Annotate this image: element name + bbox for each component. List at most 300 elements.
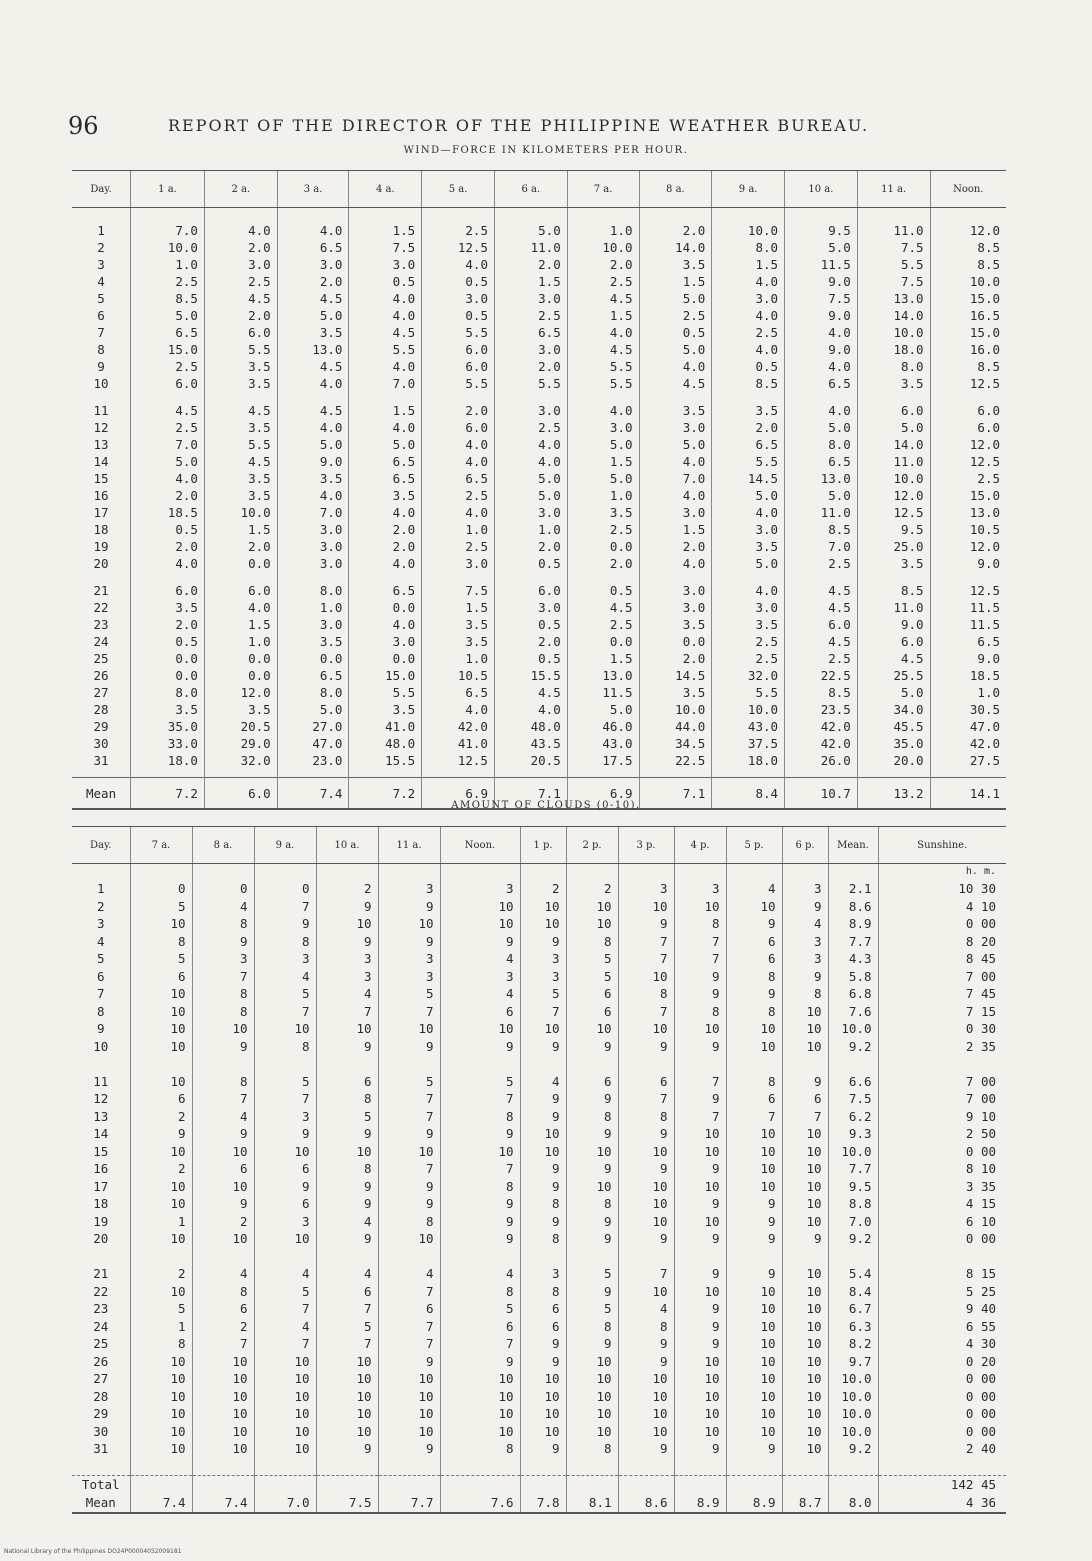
wind-value-cell: 5.5 <box>349 684 422 701</box>
wind-value-cell: 0.0 <box>131 667 205 684</box>
cloud-value-cell: 10 <box>192 1230 254 1248</box>
wind-value-cell: 10.5 <box>422 667 495 684</box>
sunshine-cell: 2 35 <box>878 1038 1006 1056</box>
cloud-value-cell: 10 <box>440 1370 520 1388</box>
table-row <box>72 633 1006 650</box>
table-row <box>72 684 1006 701</box>
wind-value-cell: 4.0 <box>277 419 349 436</box>
wind-value-cell: 4.0 <box>349 358 422 375</box>
spacer-cell <box>72 572 131 582</box>
cloud-value-cell: 6 <box>520 1318 566 1336</box>
wind-value-cell: 3.0 <box>349 256 422 273</box>
wind-value-cell: 4.5 <box>494 684 567 701</box>
cloud-value-cell: 7 <box>618 933 674 951</box>
sunshine-cell: 7 15 <box>878 1003 1006 1021</box>
wind-value-cell: 35.0 <box>131 718 205 735</box>
spacer-cell <box>828 864 878 881</box>
sunshine-unit: h. m. <box>878 864 1006 881</box>
mean-cell: 7.5 <box>316 1494 378 1513</box>
day-cell: 29 <box>93 1406 109 1421</box>
wind-value-cell: 5.0 <box>857 684 930 701</box>
cloud-value-cell: 6 <box>726 1090 782 1108</box>
cloud-value-cell: 8 <box>440 1108 520 1126</box>
wind-value-cell: 6.0 <box>494 582 567 599</box>
cloud-value-cell: 9 <box>566 1160 618 1178</box>
wind-value-cell: 5.0 <box>712 555 785 572</box>
wind-value-cell: 7.5 <box>349 239 422 256</box>
wind-value-cell: 6.5 <box>494 324 567 341</box>
cloud-value-cell: 4 <box>192 1265 254 1283</box>
cloud-value-cell: 7 <box>378 1160 440 1178</box>
cloud-value-cell: 10 <box>192 1440 254 1458</box>
spacer-cell <box>639 208 712 223</box>
cloud-value-cell: 10 <box>378 1230 440 1248</box>
spacer-cell <box>828 1248 878 1266</box>
wind-value-cell: 18.0 <box>857 341 930 358</box>
wind-value-cell: 6.0 <box>857 402 930 419</box>
table-row <box>72 1143 1006 1161</box>
wind-value-cell: 4.5 <box>277 358 349 375</box>
wind-value-cell: 4.0 <box>349 307 422 324</box>
spacer-cell <box>618 1055 674 1073</box>
table-row <box>72 1318 1006 1336</box>
spacer-cell <box>712 208 785 223</box>
day-cell: 31 <box>93 753 109 768</box>
wind-value-cell: 12.0 <box>930 538 1006 555</box>
cloud-value-cell: 3 <box>316 968 378 986</box>
cloud-value-cell: 4 <box>192 898 254 916</box>
wind-value-cell: 8.5 <box>785 684 858 701</box>
cloud-value-cell: 9 <box>378 1125 440 1143</box>
mean-cell: 7.2 <box>349 778 422 810</box>
wind-value-cell: 2.5 <box>204 273 277 290</box>
wind-value-cell: 0.0 <box>349 650 422 667</box>
wind-value-cell: 8.5 <box>930 239 1006 256</box>
cloud-value-cell: 2 <box>316 880 378 898</box>
wind-value-cell: 7.0 <box>785 538 858 555</box>
day-cell: 8 <box>97 342 105 357</box>
table-row <box>72 290 1006 307</box>
cloud-value-cell: 8 <box>726 1003 782 1021</box>
cloud-value-cell: 8 <box>618 1108 674 1126</box>
cloud-value-cell: 9 <box>726 1230 782 1248</box>
cloud-value-cell: 7 <box>674 950 726 968</box>
day-cell: 7 <box>96 986 105 1001</box>
sunshine-cell: 8 10 <box>878 1160 1006 1178</box>
wind-value-cell: 4.0 <box>349 290 422 307</box>
cloud-value-cell: 5 <box>440 1300 520 1318</box>
wind-value-cell: 6.5 <box>422 684 495 701</box>
spacer-cell <box>422 208 495 223</box>
mean-cell: 7.1 <box>639 778 712 810</box>
cloud-value-cell: 3 <box>378 968 440 986</box>
wind-value-cell: 43.5 <box>494 735 567 752</box>
wind-value-cell: 4.5 <box>567 290 639 307</box>
cloud-value-cell: 9 <box>316 1195 378 1213</box>
cloud-value-cell: 10 <box>130 1283 192 1301</box>
sunshine-cell: 8 45 <box>878 950 1006 968</box>
cloud-value-cell: 4 <box>316 1265 378 1283</box>
spacer-cell <box>422 392 495 402</box>
wind-value-cell: 4.5 <box>857 650 930 667</box>
mean-cell: 13.2 <box>857 778 930 810</box>
wind-value-cell: 4.0 <box>131 555 205 572</box>
cloud-value-cell: 8 <box>566 1108 618 1126</box>
cloud-value-cell: 9 <box>726 1440 782 1458</box>
cloud-value-cell: 7 <box>254 898 316 916</box>
wind-value-cell: 3.5 <box>639 256 712 273</box>
cloud-value-cell: 10 <box>566 915 618 933</box>
cloud-value-cell: 6.7 <box>828 1300 878 1318</box>
cloud-value-cell: 10 <box>674 1125 726 1143</box>
spacer-cell <box>782 1248 828 1266</box>
wind-value-cell: 6.5 <box>785 453 858 470</box>
wind-value-cell: 3.0 <box>494 341 567 358</box>
wind-value-cell: 4.0 <box>277 487 349 504</box>
clouds-table <box>72 826 1006 1514</box>
wind-value-cell: 2.0 <box>204 307 277 324</box>
cloud-value-cell: 10 <box>316 1353 378 1371</box>
spacer-cell <box>131 392 205 402</box>
wind-value-cell: 3.5 <box>567 504 639 521</box>
cloud-value-cell: 9 <box>566 1283 618 1301</box>
wind-value-cell: 3.5 <box>857 375 930 392</box>
spacer-cell <box>494 572 567 582</box>
wind-value-cell: 29.0 <box>204 735 277 752</box>
day-cell: 4 <box>97 274 105 289</box>
wind-value-cell: 8.0 <box>277 582 349 599</box>
wind-value-cell: 4.5 <box>131 402 205 419</box>
wind-value-cell: 3.5 <box>204 375 277 392</box>
cloud-value-cell: 10 <box>566 1423 618 1441</box>
wind-value-cell: 2.0 <box>639 222 712 239</box>
cloud-value-cell: 10 <box>618 1143 674 1161</box>
day-cell: 26 <box>93 668 109 683</box>
cloud-value-cell: 4.3 <box>828 950 878 968</box>
wind-value-cell: 6.5 <box>349 470 422 487</box>
wind-value-cell: 2.0 <box>567 256 639 273</box>
wind-value-cell: 5.5 <box>422 375 495 392</box>
cloud-value-cell: 4 <box>440 1265 520 1283</box>
day-cell: 14 <box>93 1126 109 1141</box>
cloud-value-cell: 8 <box>130 933 192 951</box>
cloud-value-cell: 10 <box>782 1178 828 1196</box>
cloud-value-cell: 7.7 <box>828 933 878 951</box>
cloud-value-cell: 9 <box>520 1178 566 1196</box>
table-row <box>72 650 1006 667</box>
cloud-value-cell: 7 <box>618 1265 674 1283</box>
cloud-value-cell: 10 <box>130 1388 192 1406</box>
day-cell: 21 <box>93 1266 109 1281</box>
spacer-cell <box>130 864 192 881</box>
cloud-value-cell: 7 <box>378 1108 440 1126</box>
day-cell: 3 <box>97 257 105 272</box>
wind-value-cell: 6.0 <box>422 341 495 358</box>
clouds-col-header: 3 p. <box>618 827 674 864</box>
wind-value-cell: 0.5 <box>494 650 567 667</box>
wind-value-cell: 37.5 <box>712 735 785 752</box>
wind-value-cell: 5.0 <box>277 436 349 453</box>
wind-value-cell: 12.0 <box>857 487 930 504</box>
table-row <box>72 1353 1006 1371</box>
sunshine-cell: 4 30 <box>878 1335 1006 1353</box>
cloud-value-cell: 9 <box>782 898 828 916</box>
wind-value-cell: 2.0 <box>494 358 567 375</box>
cloud-value-cell: 8 <box>192 985 254 1003</box>
cloud-value-cell: 8 <box>254 933 316 951</box>
cloud-value-cell: 9 <box>520 933 566 951</box>
cloud-value-cell: 9 <box>254 1178 316 1196</box>
cloud-value-cell: 0 <box>192 880 254 898</box>
mean-cell: 6.9 <box>422 778 495 810</box>
wind-value-cell: 4.0 <box>422 453 495 470</box>
cloud-value-cell: 9 <box>440 933 520 951</box>
wind-value-cell: 1.5 <box>712 256 785 273</box>
cloud-value-cell: 10 <box>440 1388 520 1406</box>
cloud-value-cell: 9 <box>674 1160 726 1178</box>
day-cell: 25 <box>93 1336 109 1351</box>
spacer-cell <box>378 1055 440 1073</box>
cloud-value-cell: 6 <box>378 1300 440 1318</box>
day-cell: 18 <box>93 1196 109 1211</box>
wind-value-cell: 4.5 <box>785 599 858 616</box>
spacer-cell <box>204 572 277 582</box>
cloud-value-cell: 10 <box>566 1353 618 1371</box>
cloud-value-cell: 10 <box>782 1160 828 1178</box>
mean-cell: 7.4 <box>192 1494 254 1513</box>
sunshine-cell: 8 15 <box>878 1265 1006 1283</box>
cloud-value-cell: 8 <box>674 1003 726 1021</box>
wind-value-cell: 2.0 <box>639 650 712 667</box>
spacer-cell <box>566 1458 618 1476</box>
spacer-cell <box>828 1476 878 1495</box>
cloud-value-cell: 10 <box>726 1423 782 1441</box>
wind-value-cell: 2.0 <box>131 538 205 555</box>
cloud-value-cell: 5.4 <box>828 1265 878 1283</box>
wind-value-cell: 43.0 <box>712 718 785 735</box>
table-row <box>72 273 1006 290</box>
wind-value-cell: 5.0 <box>785 487 858 504</box>
sunshine-cell: 0 00 <box>878 1405 1006 1423</box>
spacer-cell <box>254 1458 316 1476</box>
table-row <box>72 752 1006 769</box>
cloud-value-cell: 7 <box>316 1003 378 1021</box>
wind-value-cell: 3.0 <box>639 504 712 521</box>
mean-cell: 7.0 <box>254 1494 316 1513</box>
wind-value-cell: 5.0 <box>639 290 712 307</box>
cloud-value-cell: 9 <box>316 1178 378 1196</box>
cloud-value-cell: 3 <box>440 968 520 986</box>
wind-value-cell: 5.0 <box>567 470 639 487</box>
wind-value-cell: 5.5 <box>494 375 567 392</box>
cloud-value-cell: 9 <box>726 915 782 933</box>
wind-value-cell: 32.0 <box>204 752 277 769</box>
wind-value-cell: 10.0 <box>712 222 785 239</box>
cloud-value-cell: 10 <box>674 1143 726 1161</box>
cloud-value-cell: 5.8 <box>828 968 878 986</box>
cloud-value-cell: 9 <box>674 1440 726 1458</box>
day-cell: 30 <box>93 1423 109 1439</box>
wind-value-cell: 1.5 <box>639 521 712 538</box>
cloud-value-cell: 9 <box>674 968 726 986</box>
cloud-value-cell: 5 <box>316 1318 378 1336</box>
cloud-value-cell: 9 <box>316 1038 378 1056</box>
cloud-value-cell: 5 <box>130 898 192 916</box>
clouds-col-header: Sunshine. <box>878 827 1006 864</box>
cloud-value-cell: 0 <box>130 880 192 898</box>
cloud-value-cell: 9 <box>378 1178 440 1196</box>
cloud-value-cell: 9 <box>440 1213 520 1231</box>
cloud-value-cell: 6 <box>566 1003 618 1021</box>
spacer-cell <box>878 1248 1006 1266</box>
cloud-value-cell: 10 <box>726 1318 782 1336</box>
wind-value-cell: 10.0 <box>204 504 277 521</box>
day-cell: 26 <box>93 1353 109 1369</box>
spacer-cell <box>378 1458 440 1476</box>
wind-value-cell: 12.5 <box>422 239 495 256</box>
wind-value-cell: 3.5 <box>857 555 930 572</box>
cloud-value-cell: 8.4 <box>828 1283 878 1301</box>
sunshine-cell: 0 30 <box>878 1020 1006 1038</box>
cloud-value-cell: 8 <box>254 1038 316 1056</box>
spacer-cell <box>192 1458 254 1476</box>
spacer-cell <box>378 1476 440 1495</box>
day-cell: 25 <box>93 651 109 666</box>
spacer-cell <box>782 1476 828 1495</box>
wind-value-cell: 3.0 <box>494 402 567 419</box>
cloud-value-cell: 10 <box>440 1020 520 1038</box>
table-row <box>72 324 1006 341</box>
wind-value-cell: 25.0 <box>857 538 930 555</box>
wind-value-cell: 7.0 <box>131 436 205 453</box>
wind-value-cell: 6.0 <box>204 324 277 341</box>
cloud-value-cell: 4 <box>618 1300 674 1318</box>
table-row <box>72 718 1006 735</box>
cloud-value-cell: 7 <box>378 1335 440 1353</box>
wind-value-cell: 2.5 <box>494 307 567 324</box>
wind-value-cell: 33.0 <box>131 735 205 752</box>
mean-cell: 8.9 <box>726 1494 782 1513</box>
table-row <box>72 968 1006 986</box>
spacer-cell <box>440 1055 520 1073</box>
day-cell: 6 <box>97 308 105 323</box>
spacer-cell <box>785 769 858 778</box>
cloud-value-cell: 4 <box>254 1318 316 1336</box>
wind-value-cell: 2.0 <box>494 633 567 650</box>
wind-value-cell: 3.0 <box>277 521 349 538</box>
mean-cell: 7.8 <box>520 1494 566 1513</box>
page-header <box>68 112 1048 144</box>
spacer-cell <box>712 572 785 582</box>
cloud-value-cell: 9 <box>378 898 440 916</box>
cloud-value-cell: 10 <box>130 1370 192 1388</box>
cloud-value-cell: 9 <box>782 968 828 986</box>
cloud-value-cell: 8 <box>674 915 726 933</box>
cloud-value-cell: 10 <box>254 1020 316 1038</box>
cloud-value-cell: 10 <box>440 1405 520 1423</box>
wind-value-cell: 2.5 <box>567 616 639 633</box>
mean-cell: 8.7 <box>782 1494 828 1513</box>
mean-cell: 7.4 <box>130 1494 192 1513</box>
wind-value-cell: 8.5 <box>131 290 205 307</box>
clouds-col-header: 6 p. <box>782 827 828 864</box>
spacer-cell <box>520 1248 566 1266</box>
wind-value-cell: 14.5 <box>712 470 785 487</box>
cloud-value-cell: 10 <box>674 1178 726 1196</box>
clouds-col-header: Day. <box>72 827 130 864</box>
spacer-cell <box>828 1458 878 1476</box>
wind-value-cell: 8.0 <box>277 684 349 701</box>
wind-value-cell: 3.5 <box>204 701 277 718</box>
day-cell: 30 <box>93 736 109 751</box>
cloud-value-cell: 10 <box>618 1213 674 1231</box>
cloud-value-cell: 9 <box>378 1038 440 1056</box>
day-cell: 13 <box>93 437 109 452</box>
spacer-row <box>72 572 1006 582</box>
wind-value-cell: 4.5 <box>567 599 639 616</box>
cloud-value-cell: 10 <box>520 1423 566 1441</box>
wind-value-cell: 9.0 <box>277 453 349 470</box>
cloud-value-cell: 6 <box>254 1195 316 1213</box>
wind-value-cell: 4.5 <box>785 633 858 650</box>
wind-value-cell: 13.0 <box>930 504 1006 521</box>
cloud-value-cell: 10 <box>674 1388 726 1406</box>
spacer-cell <box>618 1458 674 1476</box>
cloud-value-cell: 3 <box>674 880 726 898</box>
table-row <box>72 1283 1006 1301</box>
cloud-value-cell: 10 <box>378 1020 440 1038</box>
table-row <box>72 419 1006 436</box>
spacer-cell <box>782 1458 828 1476</box>
wind-value-cell: 4.0 <box>712 307 785 324</box>
total-label: Total <box>72 1476 130 1495</box>
wind-value-cell: 7.5 <box>857 273 930 290</box>
wind-value-cell: 2.5 <box>712 650 785 667</box>
wind-value-cell: 2.5 <box>639 307 712 324</box>
cloud-value-cell: 10 <box>130 1423 192 1441</box>
day-cell: 5 <box>96 951 105 966</box>
cloud-value-cell: 8 <box>726 1073 782 1091</box>
wind-value-cell: 3.5 <box>422 633 495 650</box>
report-title: REPORT OF THE DIRECTOR OF THE PHILIPPINE WEATHER BUREAU. <box>168 116 870 135</box>
page-number: 96 <box>68 112 99 140</box>
wind-value-cell: 3.5 <box>277 633 349 650</box>
cloud-value-cell: 10 <box>316 1388 378 1406</box>
spacer-cell <box>204 392 277 402</box>
wind-value-cell: 8.5 <box>712 375 785 392</box>
cloud-value-cell: 8 <box>520 1195 566 1213</box>
cloud-value-cell: 3 <box>782 880 828 898</box>
spacer-cell <box>349 769 422 778</box>
wind-value-cell: 4.0 <box>712 273 785 290</box>
wind-col-header: 1 a. <box>131 171 205 208</box>
total-sunshine: 142 45 <box>878 1476 1006 1495</box>
wind-value-cell: 5.5 <box>349 341 422 358</box>
wind-value-cell: 15.5 <box>349 752 422 769</box>
day-cell: 21 <box>93 583 109 598</box>
sunshine-unit-row <box>72 864 1006 881</box>
mean-cell: 8.9 <box>674 1494 726 1513</box>
wind-value-cell: 2.5 <box>930 470 1006 487</box>
cloud-value-cell: 10 <box>726 898 782 916</box>
cloud-value-cell: 2 <box>192 1318 254 1336</box>
wind-value-cell: 0.0 <box>204 555 277 572</box>
cloud-value-cell: 10 <box>726 1038 782 1056</box>
wind-value-cell: 15.0 <box>131 341 205 358</box>
cloud-value-cell: 3 <box>254 1108 316 1126</box>
cloud-value-cell: 9 <box>254 1125 316 1143</box>
spacer-cell <box>930 392 1006 402</box>
